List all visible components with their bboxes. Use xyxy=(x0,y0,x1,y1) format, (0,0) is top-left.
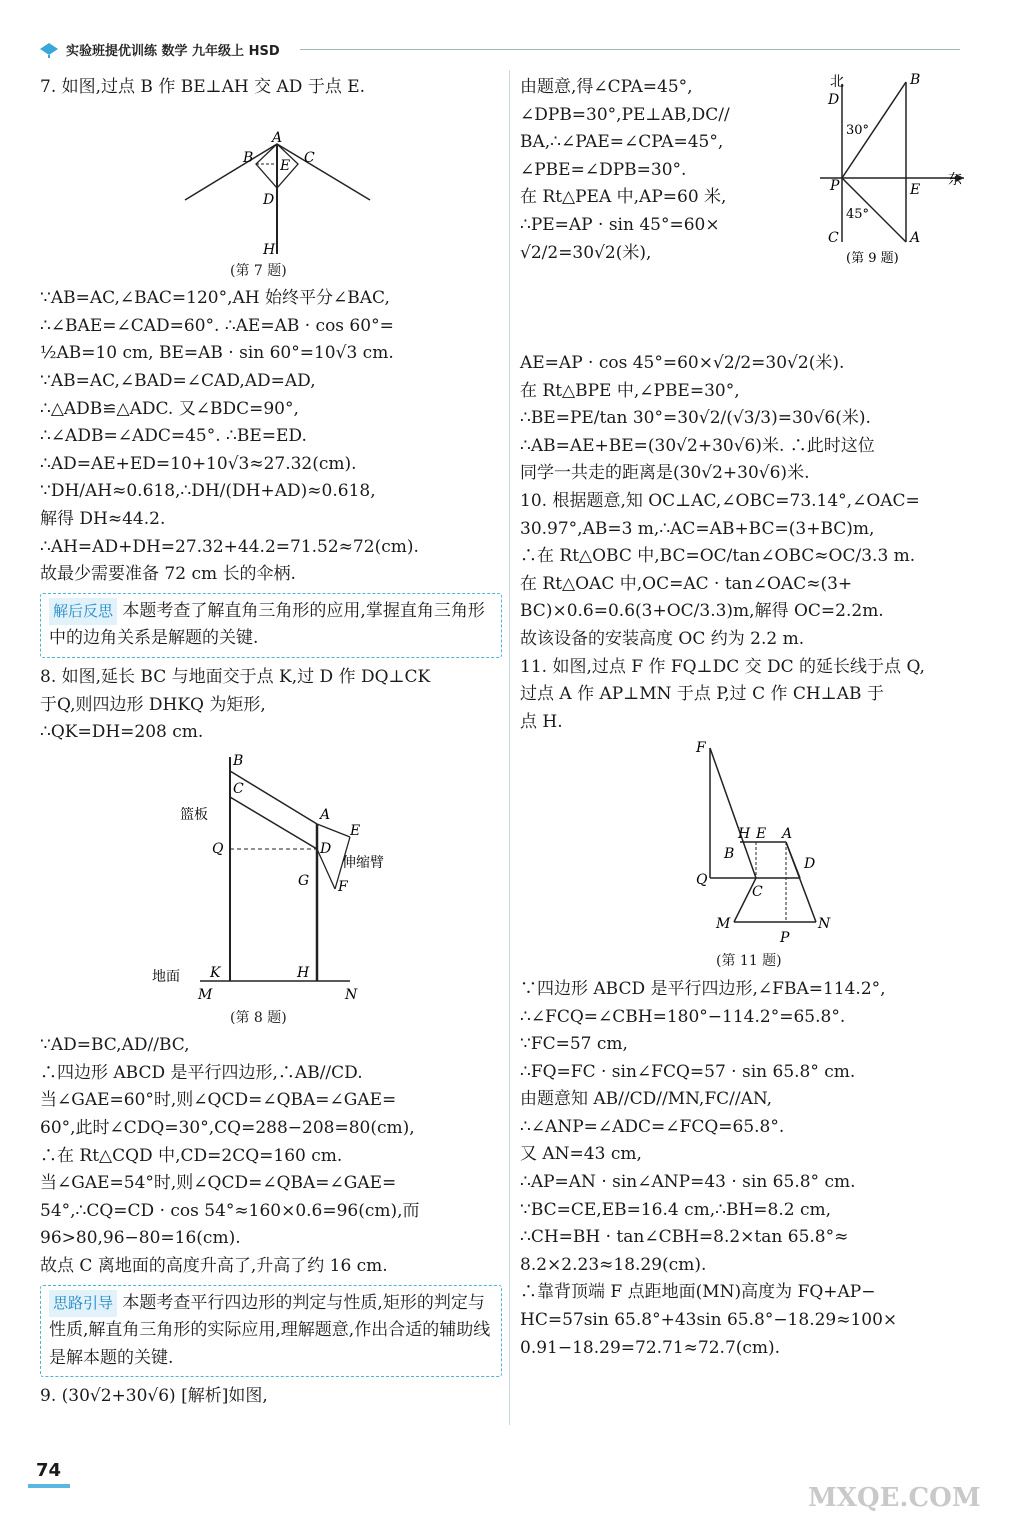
svg-text:B: B xyxy=(243,149,254,166)
svg-text:A: A xyxy=(272,129,283,146)
text-line: ∵AD=BC,AD//BC, xyxy=(40,1035,190,1056)
text-line: ∵BC=CE,EB=16.4 cm,∴BH=8.2 cm, xyxy=(520,1199,832,1220)
svg-text:E: E xyxy=(350,822,361,839)
text-line: ∴∠ANP=∠ADC=∠FCQ=65.8°. xyxy=(520,1116,785,1137)
text-line: 故点 C 离地面的高度升高了,升高了约 16 cm. xyxy=(40,1256,388,1277)
header-rule xyxy=(300,49,960,50)
hint-tag: 思路引导 xyxy=(49,1290,117,1318)
text-line: ∴AB=AE+BE=(30√2+30√6)米. ∴此时这位 xyxy=(520,435,875,456)
text-line: ∴∠ADB=∠ADC=45°. ∴BE=ED. xyxy=(40,426,307,447)
q11-line: 11. 如图,过点 F 作 FQ⊥DC 交 DC 的延长线于点 Q, xyxy=(520,656,925,677)
svg-text:E: E xyxy=(280,157,291,174)
svg-text:E: E xyxy=(756,826,767,843)
svg-text:A: A xyxy=(320,806,331,823)
hint-text: 本题考查平行四边形的判定与性质,矩形的判定与性质,解直角三角形的实际应用,理解题意,作出合适的辅助线是解本题的关键. xyxy=(49,1292,491,1368)
text-line: ∵AB=AC,∠BAD=∠CAD,AD=AD, xyxy=(40,370,316,391)
text-line: 8.2×2.23≈18.29(cm). xyxy=(520,1254,707,1275)
figure-7 xyxy=(40,104,502,254)
figure-8-caption: (第 8 题) xyxy=(230,1009,287,1026)
svg-text:C: C xyxy=(233,780,244,797)
text-line: ∴靠背顶端 F 点距地面(MN)高度为 FQ+AP− xyxy=(520,1282,876,1303)
text-line: ∴△ADB≌△ADC. 又∠BDC=90°, xyxy=(40,398,299,419)
text-line: 解得 DH≈44.2. xyxy=(40,508,166,529)
q10-line: BC)×0.6=0.6(3+OC/3.3)m,解得 OC=2.2m. xyxy=(520,601,884,622)
svg-text:A: A xyxy=(782,826,793,843)
q9-line: 9. (30√2+30√6) [解析]如图, xyxy=(40,1386,268,1407)
svg-text:M: M xyxy=(198,986,213,1001)
svg-text:F: F xyxy=(338,878,348,895)
svg-text:P: P xyxy=(780,930,790,947)
text-line: ∴AP=AN · sin∠ANP=43 · sin 65.8° cm. xyxy=(520,1172,856,1193)
text-line: BA,∴∠PAE=∠CPA=45°, xyxy=(520,132,724,153)
hint-box xyxy=(40,1285,502,1378)
svg-text:C: C xyxy=(752,884,763,901)
q11-line: 点 H. xyxy=(520,711,563,732)
left-column xyxy=(40,74,502,1411)
text-line: 同学一共走的距离是(30√2+30√6)米. xyxy=(520,463,810,484)
text-line: AE=AP · cos 45°=60×√2/2=30√2(米). xyxy=(520,353,845,373)
watermark-logo xyxy=(798,1424,988,1524)
q10-line: ∴在 Rt△OBC 中,BC=OC/tan∠OBC≈OC/3.3 m. xyxy=(520,546,916,567)
book-logo-icon xyxy=(38,40,60,58)
svg-text:B: B xyxy=(910,72,921,88)
arm-label: 伸缩臂 xyxy=(342,854,384,871)
q9-block xyxy=(520,74,972,350)
figure-11-caption: (第 11 题) xyxy=(716,953,782,970)
page-header xyxy=(38,38,280,60)
q8-line: 8. 如图,延长 BC 与地面交于点 K,过 D 作 DQ⊥CK xyxy=(40,666,431,687)
text-line: 由题意知 AB//CD//MN,FC//AN, xyxy=(520,1089,773,1110)
right-column xyxy=(520,74,972,1362)
page-number-bar xyxy=(28,1484,70,1488)
text-line: ∴四边形 ABCD 是平行四边形,∴AB//CD. xyxy=(40,1062,363,1083)
svg-text:N: N xyxy=(818,916,831,933)
column-divider xyxy=(509,70,510,1425)
text-line: √2/2=30√2(米), xyxy=(520,242,652,263)
text-line: ∴∠FCQ=∠CBH=180°−114.2°=65.8°. xyxy=(520,1006,846,1027)
svg-text:Q: Q xyxy=(212,840,224,857)
figure-8-diagram xyxy=(40,749,500,1001)
svg-text:45°: 45° xyxy=(846,207,870,222)
page-number: 74 xyxy=(36,1460,62,1481)
text-line: ∴FQ=FC · sin∠FCQ=57 · sin 65.8° cm. xyxy=(520,1061,856,1082)
text-line: ∴∠BAE=∠CAD=60°. ∴AE=AB · cos 60°= xyxy=(40,315,394,336)
q10-line: 在 Rt△OAC 中,OC=AC · tan∠OAC≈(3+ xyxy=(520,573,853,594)
text-line: ∴BE=PE/tan 30°=30√2/(√3/3)=30√6(米). xyxy=(520,408,871,429)
text-line: ∵FC=57 cm, xyxy=(520,1034,628,1055)
svg-text:H: H xyxy=(297,964,310,981)
text-line: ∴PE=AP · sin 45°=60× xyxy=(520,214,720,235)
text-line: ½AB=10 cm, BE=AB · sin 60°=10√3 cm. xyxy=(40,343,394,364)
ground-label: 地面 xyxy=(152,968,180,985)
svg-text:G: G xyxy=(298,872,310,889)
header-title: 实验班提优训练 数学 九年级上 HSD xyxy=(66,43,280,59)
svg-text:30°: 30° xyxy=(846,123,870,138)
text-line: 又 AN=43 cm, xyxy=(520,1144,642,1165)
q8-line: ∴QK=DH=208 cm. xyxy=(40,722,204,743)
text-line: ∴AH=AD+DH=27.32+44.2=71.52≈72(cm). xyxy=(40,536,419,557)
figure-11-diagram xyxy=(520,738,972,950)
svg-text:D: D xyxy=(828,92,840,108)
figure-7-caption: (第 7 题) xyxy=(230,262,287,279)
svg-text:D: D xyxy=(804,856,816,873)
svg-text:F: F xyxy=(696,740,706,757)
east-label: 东 xyxy=(948,172,962,188)
text-line: 96>80,96−80=16(cm). xyxy=(40,1228,241,1249)
svg-text:N: N xyxy=(345,986,358,1001)
svg-text:P: P xyxy=(830,178,840,194)
text-line: ∵DH/AH≈0.618,∴DH/(DH+AD)≈0.618, xyxy=(40,481,376,502)
svg-text:M: M xyxy=(716,916,731,933)
svg-text:K: K xyxy=(210,964,221,981)
text-line: 在 Rt△BPE 中,∠PBE=30°, xyxy=(520,380,740,401)
svg-text:D: D xyxy=(320,840,332,857)
figure-9-diagram xyxy=(816,72,972,268)
watermark-text: MXQE.COM xyxy=(808,1483,981,1513)
text-line: 0.91−18.29=72.71≈72.7(cm). xyxy=(520,1337,781,1358)
text-line: 故最少需要准备 72 cm 长的伞柄. xyxy=(40,564,296,585)
reflection-text: 本题考查了解直角三角形的应用,掌握直角三角形中的边角关系是解题的关键. xyxy=(49,600,485,649)
q7-title: 7. 如图,过点 B 作 BE⊥AH 交 AD 于点 E. xyxy=(40,77,366,97)
figure-8 xyxy=(40,749,502,1001)
text-line: ∵四边形 ABCD 是平行四边形,∠FBA=114.2°, xyxy=(520,978,886,999)
svg-text:B: B xyxy=(724,846,735,863)
svg-text:B: B xyxy=(233,752,244,769)
text-line: 在 Rt△PEA 中,AP=60 米, xyxy=(520,187,727,208)
q10-line: 故该设备的安装高度 OC 约为 2.2 m. xyxy=(520,628,805,649)
q8-line: 于Q,则四边形 DHKQ 为矩形, xyxy=(40,694,266,715)
text-line: ∴AD=AE+ED=10+10√3≈27.32(cm). xyxy=(40,453,357,474)
svg-text:D: D xyxy=(263,191,275,208)
text-line: 当∠GAE=54°时,则∠QCD=∠QBA=∠GAE= xyxy=(40,1173,397,1194)
text-line: 60°,此时∠CDQ=30°,CQ=288−208=80(cm), xyxy=(40,1118,415,1139)
figure-7-diagram xyxy=(40,104,500,254)
text-line: ∠DPB=30°,PE⊥AB,DC// xyxy=(520,104,730,125)
figure-9-caption: (第 9 题) xyxy=(846,251,899,266)
basket-label: 篮板 xyxy=(180,806,208,823)
text-line: HC=57sin 65.8°+43sin 65.8°−18.29≈100× xyxy=(520,1310,898,1331)
text-line: 由题意,得∠CPA=45°, xyxy=(520,77,693,97)
text-line: 当∠GAE=60°时,则∠QCD=∠QBA=∠GAE= xyxy=(40,1090,397,1111)
text-line: ∴CH=BH · tan∠CBH=8.2×tan 65.8°≈ xyxy=(520,1227,849,1248)
reflection-box xyxy=(40,593,502,658)
svg-text:C: C xyxy=(828,230,839,246)
q10-line: 30.97°,AB=3 m,∴AC=AB+BC=(3+BC)m, xyxy=(520,518,875,539)
q11-line: 过点 A 作 AP⊥MN 于点 P,过 C 作 CH⊥AB 于 xyxy=(520,684,884,705)
svg-text:A: A xyxy=(910,230,921,246)
text-line: ∵AB=AC,∠BAC=120°,AH 始终平分∠BAC, xyxy=(40,288,390,309)
figure-11 xyxy=(520,738,972,950)
north-label: 北 xyxy=(830,74,844,90)
svg-text:C: C xyxy=(304,149,315,166)
q10-line: 10. 根据题意,知 OC⊥AC,∠OBC=73.14°,∠OAC= xyxy=(520,490,920,511)
svg-text:H: H xyxy=(263,241,276,254)
svg-text:E: E xyxy=(910,182,921,198)
text-line: ∠PBE=∠DPB=30°. xyxy=(520,159,687,180)
text-line: 54°,∴CQ=CD · cos 54°≈160×0.6=96(cm),而 xyxy=(40,1200,420,1221)
svg-text:Q: Q xyxy=(696,872,708,889)
svg-text:H: H xyxy=(738,826,751,843)
reflection-tag: 解后反思 xyxy=(49,598,117,626)
text-line: ∴在 Rt△CQD 中,CD=2CQ=160 cm. xyxy=(40,1145,343,1166)
